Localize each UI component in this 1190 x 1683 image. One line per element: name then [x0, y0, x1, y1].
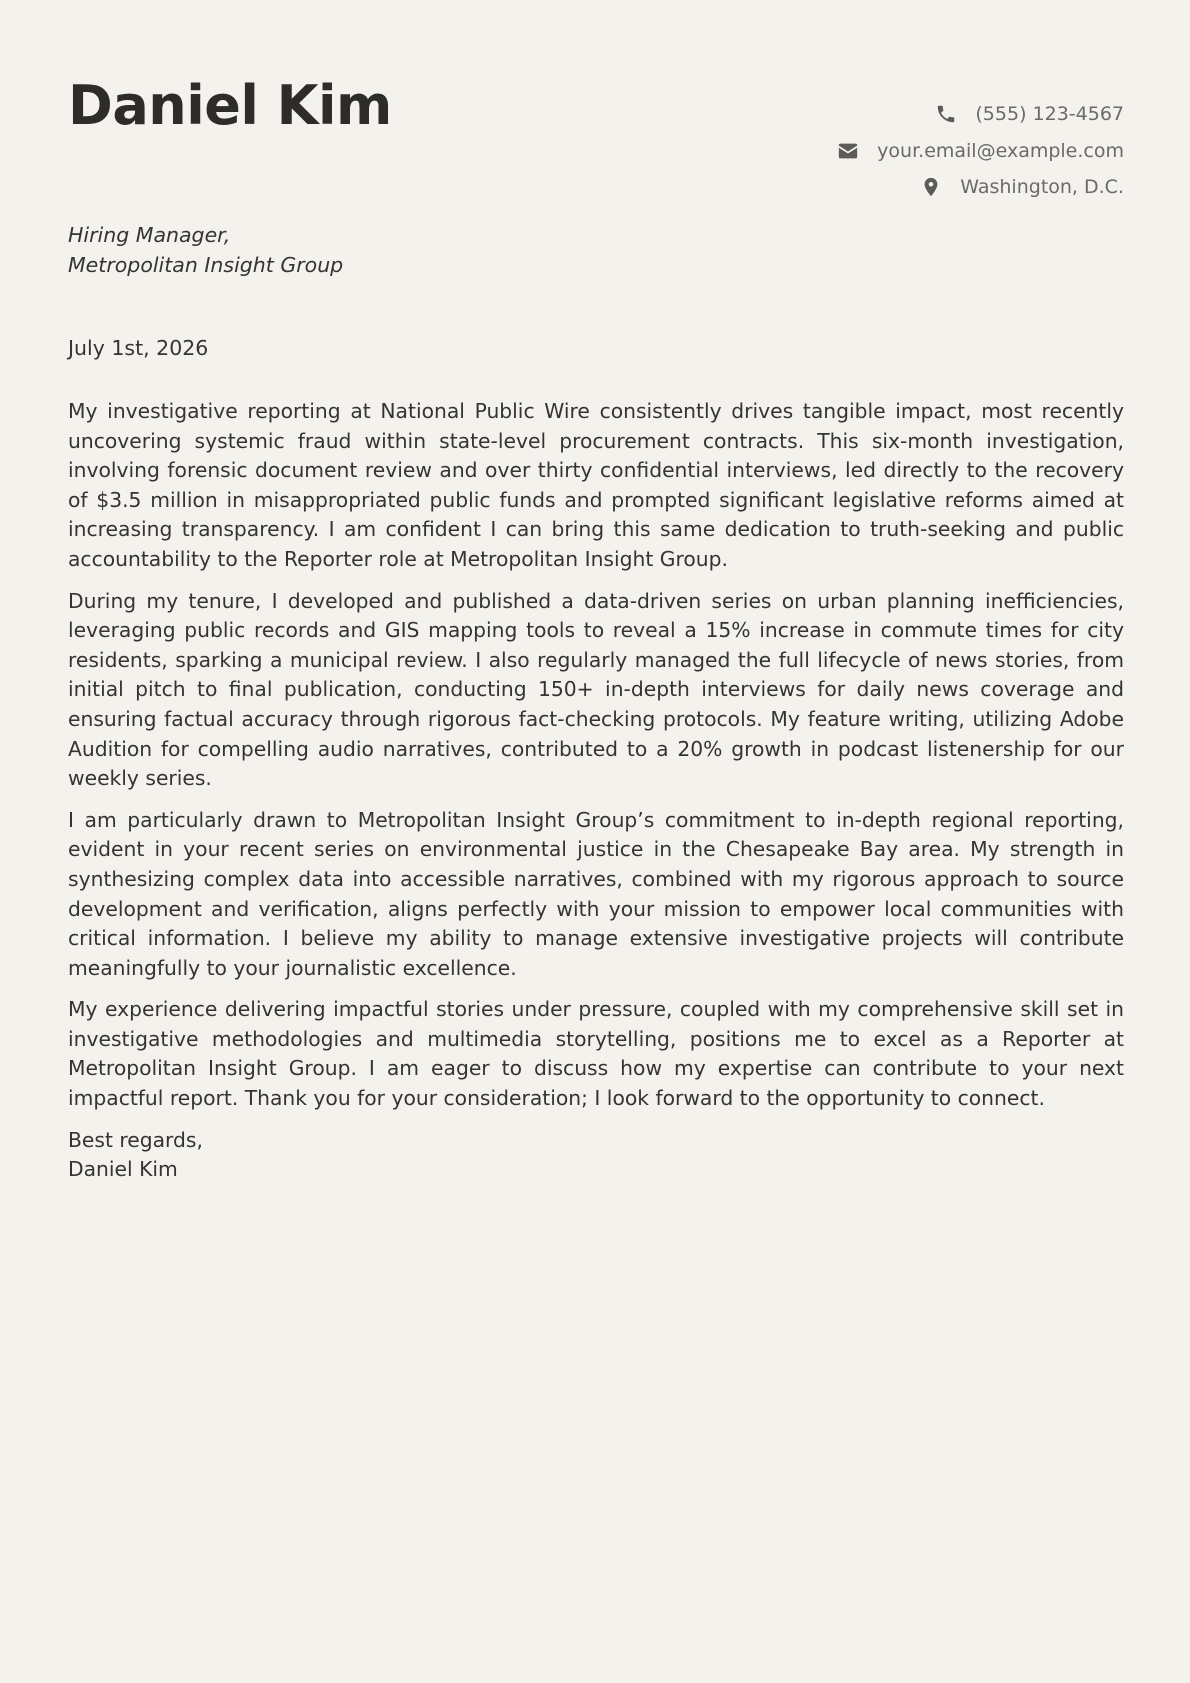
recipient-block [68, 220, 343, 280]
map-pin-icon [920, 176, 942, 198]
body-paragraph: I am particularly drawn to Metropolitan Insight Group’s commitment to in-depth regional reporting, evident in your recent series on environmental justice in the Chesapeake Bay area. My strength in synthesizing complex data into accessible narratives, combined with my rigorous approach to source development and verification, aligns perfectly with your mission to empower local communities with critical information. I believe my ability to manage extensive investigative projects will contribute meaningfully to your journalistic excellence. [68, 807, 1124, 980]
closing-salutation: Best regards, [68, 1127, 203, 1152]
letter-body [68, 397, 1124, 1185]
cover-letter-page [68, 0, 1124, 1683]
contact-phone-row [837, 96, 1124, 133]
recipient-title: Hiring Manager, [68, 223, 231, 247]
recipient-company: Metropolitan Insight Group [68, 253, 344, 277]
phone-icon [935, 103, 957, 125]
body-paragraph: My experience delivering impactful stories under pressure, coupled with my comprehensive skill set in investigative methodologies and multimedia storytelling, positions me to excel as a Reporter at Metropolitan Insight Group. I am eager to discuss how my expertise can contribute to your next impactful report. Thank you for your consideration; I look forward to the opportunity to connect. [68, 997, 1124, 1111]
sender-name: Daniel Kim [68, 74, 392, 137]
contact-block [837, 96, 1124, 206]
letter-header [68, 0, 1124, 210]
contact-location-row [837, 169, 1124, 206]
letter-date: July 1st, 2026 [68, 336, 209, 360]
contact-location: Washington, D.C. [960, 176, 1124, 199]
closing-signature: Daniel Kim [68, 1157, 178, 1182]
contact-email[interactable]: your.email@example.com [877, 139, 1124, 162]
body-paragraph: My investigative reporting at National Public Wire consistently drives tangible impact, most recently uncovering systemic fraud within state-level procurement contracts. This six-month investigation, involving forensic document review and over thirty confidential interviews, led directly to the recovery of $3.5 million in misappropriated public funds and prompted significant legislative reforms aimed at increasing transparency. I am confident I can bring this same dedication to truth-seeking and public accountability to the Reporter role at Metropolitan Insight Group. [68, 399, 1124, 571]
letter-closing [68, 1126, 1124, 1185]
contact-email-row [837, 133, 1124, 170]
body-paragraph: During my tenure, I developed and published a data-driven series on urban planning inefficiencies, leveraging public records and GIS mapping tools to reveal a 15% increase in commute times for city residents, sparking a municipal review. I also regularly managed the full lifecycle of news stories, from initial pitch to final publication, conducting 150+ in-depth interviews for daily news coverage and ensuring factual accuracy through rigorous fact-checking protocols. My feature writing, utilizing Adobe Audition for compelling audio narratives, contributed to a 20% growth in podcast listenership for our weekly series. [68, 588, 1124, 791]
envelope-icon [837, 140, 859, 162]
contact-phone: (555) 123-4567 [975, 103, 1124, 126]
